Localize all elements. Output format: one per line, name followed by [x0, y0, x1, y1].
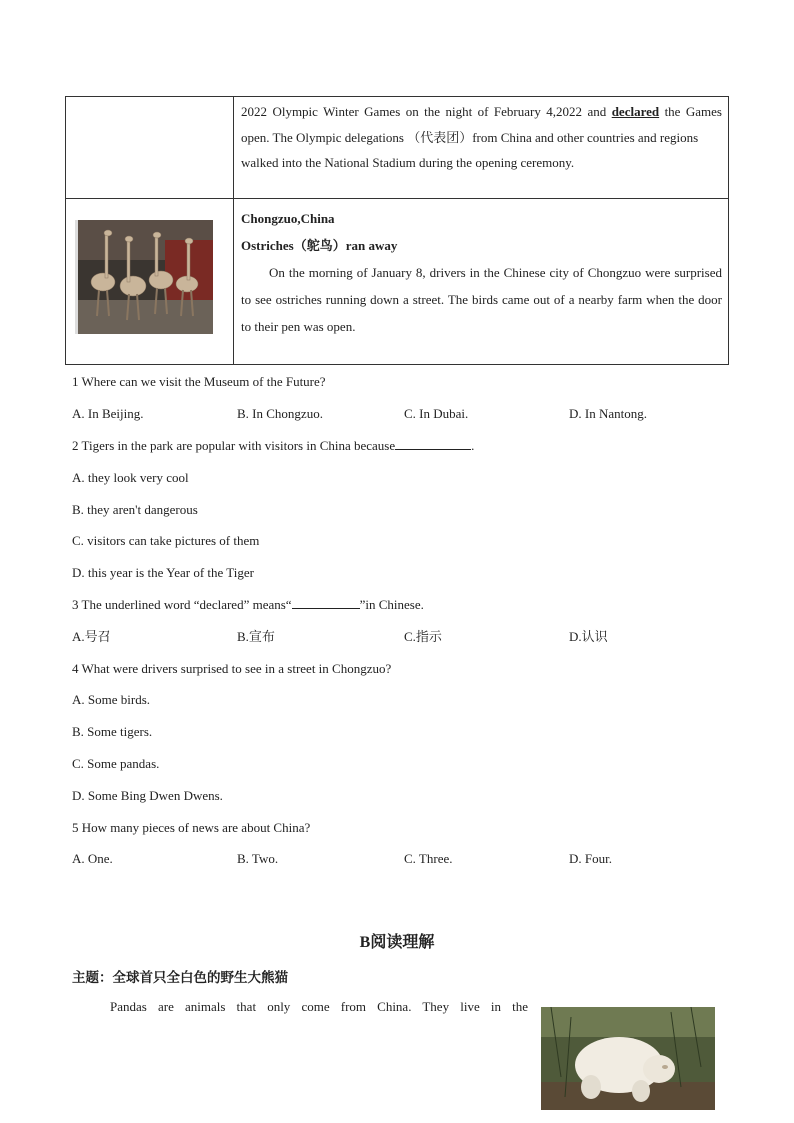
q1-option-b[interactable]: B. In Chongzuo. — [237, 406, 323, 421]
q5-option-a[interactable]: A. One. — [72, 851, 113, 866]
question-4: 4 What were drivers surprised to see in a street in Chongzuo? — [72, 661, 392, 676]
news-table — [65, 96, 729, 365]
q4-option-d[interactable]: D. Some Bing Dwen Dwens. — [72, 788, 223, 803]
q2-option-a[interactable]: A. they look very cool — [72, 470, 189, 485]
news-place: Chongzuo,China — [241, 211, 335, 226]
news-row-olympics — [66, 97, 729, 199]
q1-option-d[interactable]: D. In Nantong. — [569, 406, 647, 421]
question-5: 5 How many pieces of news are about China? — [72, 820, 311, 835]
question-1: 1 Where can we visit the Museum of the Future? — [72, 374, 326, 389]
question-2: 2 Tigers in the park are popular with visitors in China because . — [72, 438, 475, 453]
news-row-ostriches — [66, 199, 729, 365]
ostriches-text-cell — [234, 199, 729, 365]
section-b-theme: 主题：全球首只全白色的野生大熊猫 — [72, 970, 288, 985]
ostriches-paragraph: On the morning of January 8, drivers in the Chinese city of Chongzuo were surprised to see ostriches running down a street. The birds came out of a nearby farm when the door to their pen was open. — [241, 265, 722, 334]
panda-paragraph: Pandas are animals that only come from China. They live in the — [110, 999, 528, 1014]
q3-option-c[interactable]: C.指示 — [404, 629, 442, 644]
panda-photo — [541, 1007, 715, 1110]
q2-option-c[interactable]: C. visitors can take pictures of them — [72, 533, 260, 548]
answer-blank[interactable] — [292, 596, 360, 609]
q5-option-b[interactable]: B. Two. — [237, 851, 279, 866]
q5-option-c[interactable]: C. Three. — [404, 851, 453, 866]
declared-underlined: declared — [611, 104, 660, 119]
section-b-title: B阅读理解 — [359, 934, 435, 951]
ostrich-image-cell — [66, 199, 234, 365]
q3-option-a[interactable]: A.号召 — [72, 629, 111, 644]
q5-option-d[interactable]: D. Four. — [569, 851, 612, 866]
q2-option-b[interactable]: B. they aren't dangerous — [72, 502, 198, 517]
q3-option-d[interactable]: D.认识 — [569, 629, 608, 644]
ostrich-photo — [75, 220, 213, 334]
answer-blank[interactable] — [395, 437, 471, 450]
q3-option-b[interactable]: B.宣布 — [237, 629, 275, 644]
news-headline: Ostriches（鸵鸟）ran away — [241, 238, 398, 253]
olympics-paragraph-line2: walked into the National Stadium during the opening ceremony. — [241, 155, 575, 170]
q1-option-a[interactable]: A. In Beijing. — [72, 406, 144, 421]
q4-option-a[interactable]: A. Some birds. — [72, 692, 150, 707]
olympics-text-cell — [234, 97, 729, 199]
question-3: 3 The underlined word “declared” means“ ”in Chinese. — [72, 597, 424, 612]
q2-option-d[interactable]: D. this year is the Year of the Tiger — [72, 565, 254, 580]
q1-option-c[interactable]: C. In Dubai. — [404, 406, 469, 421]
empty-image-cell — [66, 97, 234, 199]
olympics-paragraph: 2022 Olympic Winter Games on the night of February 4,2022 and declared the Games open. The Olympic delegations （代表团）from China and other countries and regions — [241, 104, 722, 145]
q4-option-b[interactable]: B. Some tigers. — [72, 724, 153, 739]
q4-option-c[interactable]: C. Some pandas. — [72, 756, 160, 771]
